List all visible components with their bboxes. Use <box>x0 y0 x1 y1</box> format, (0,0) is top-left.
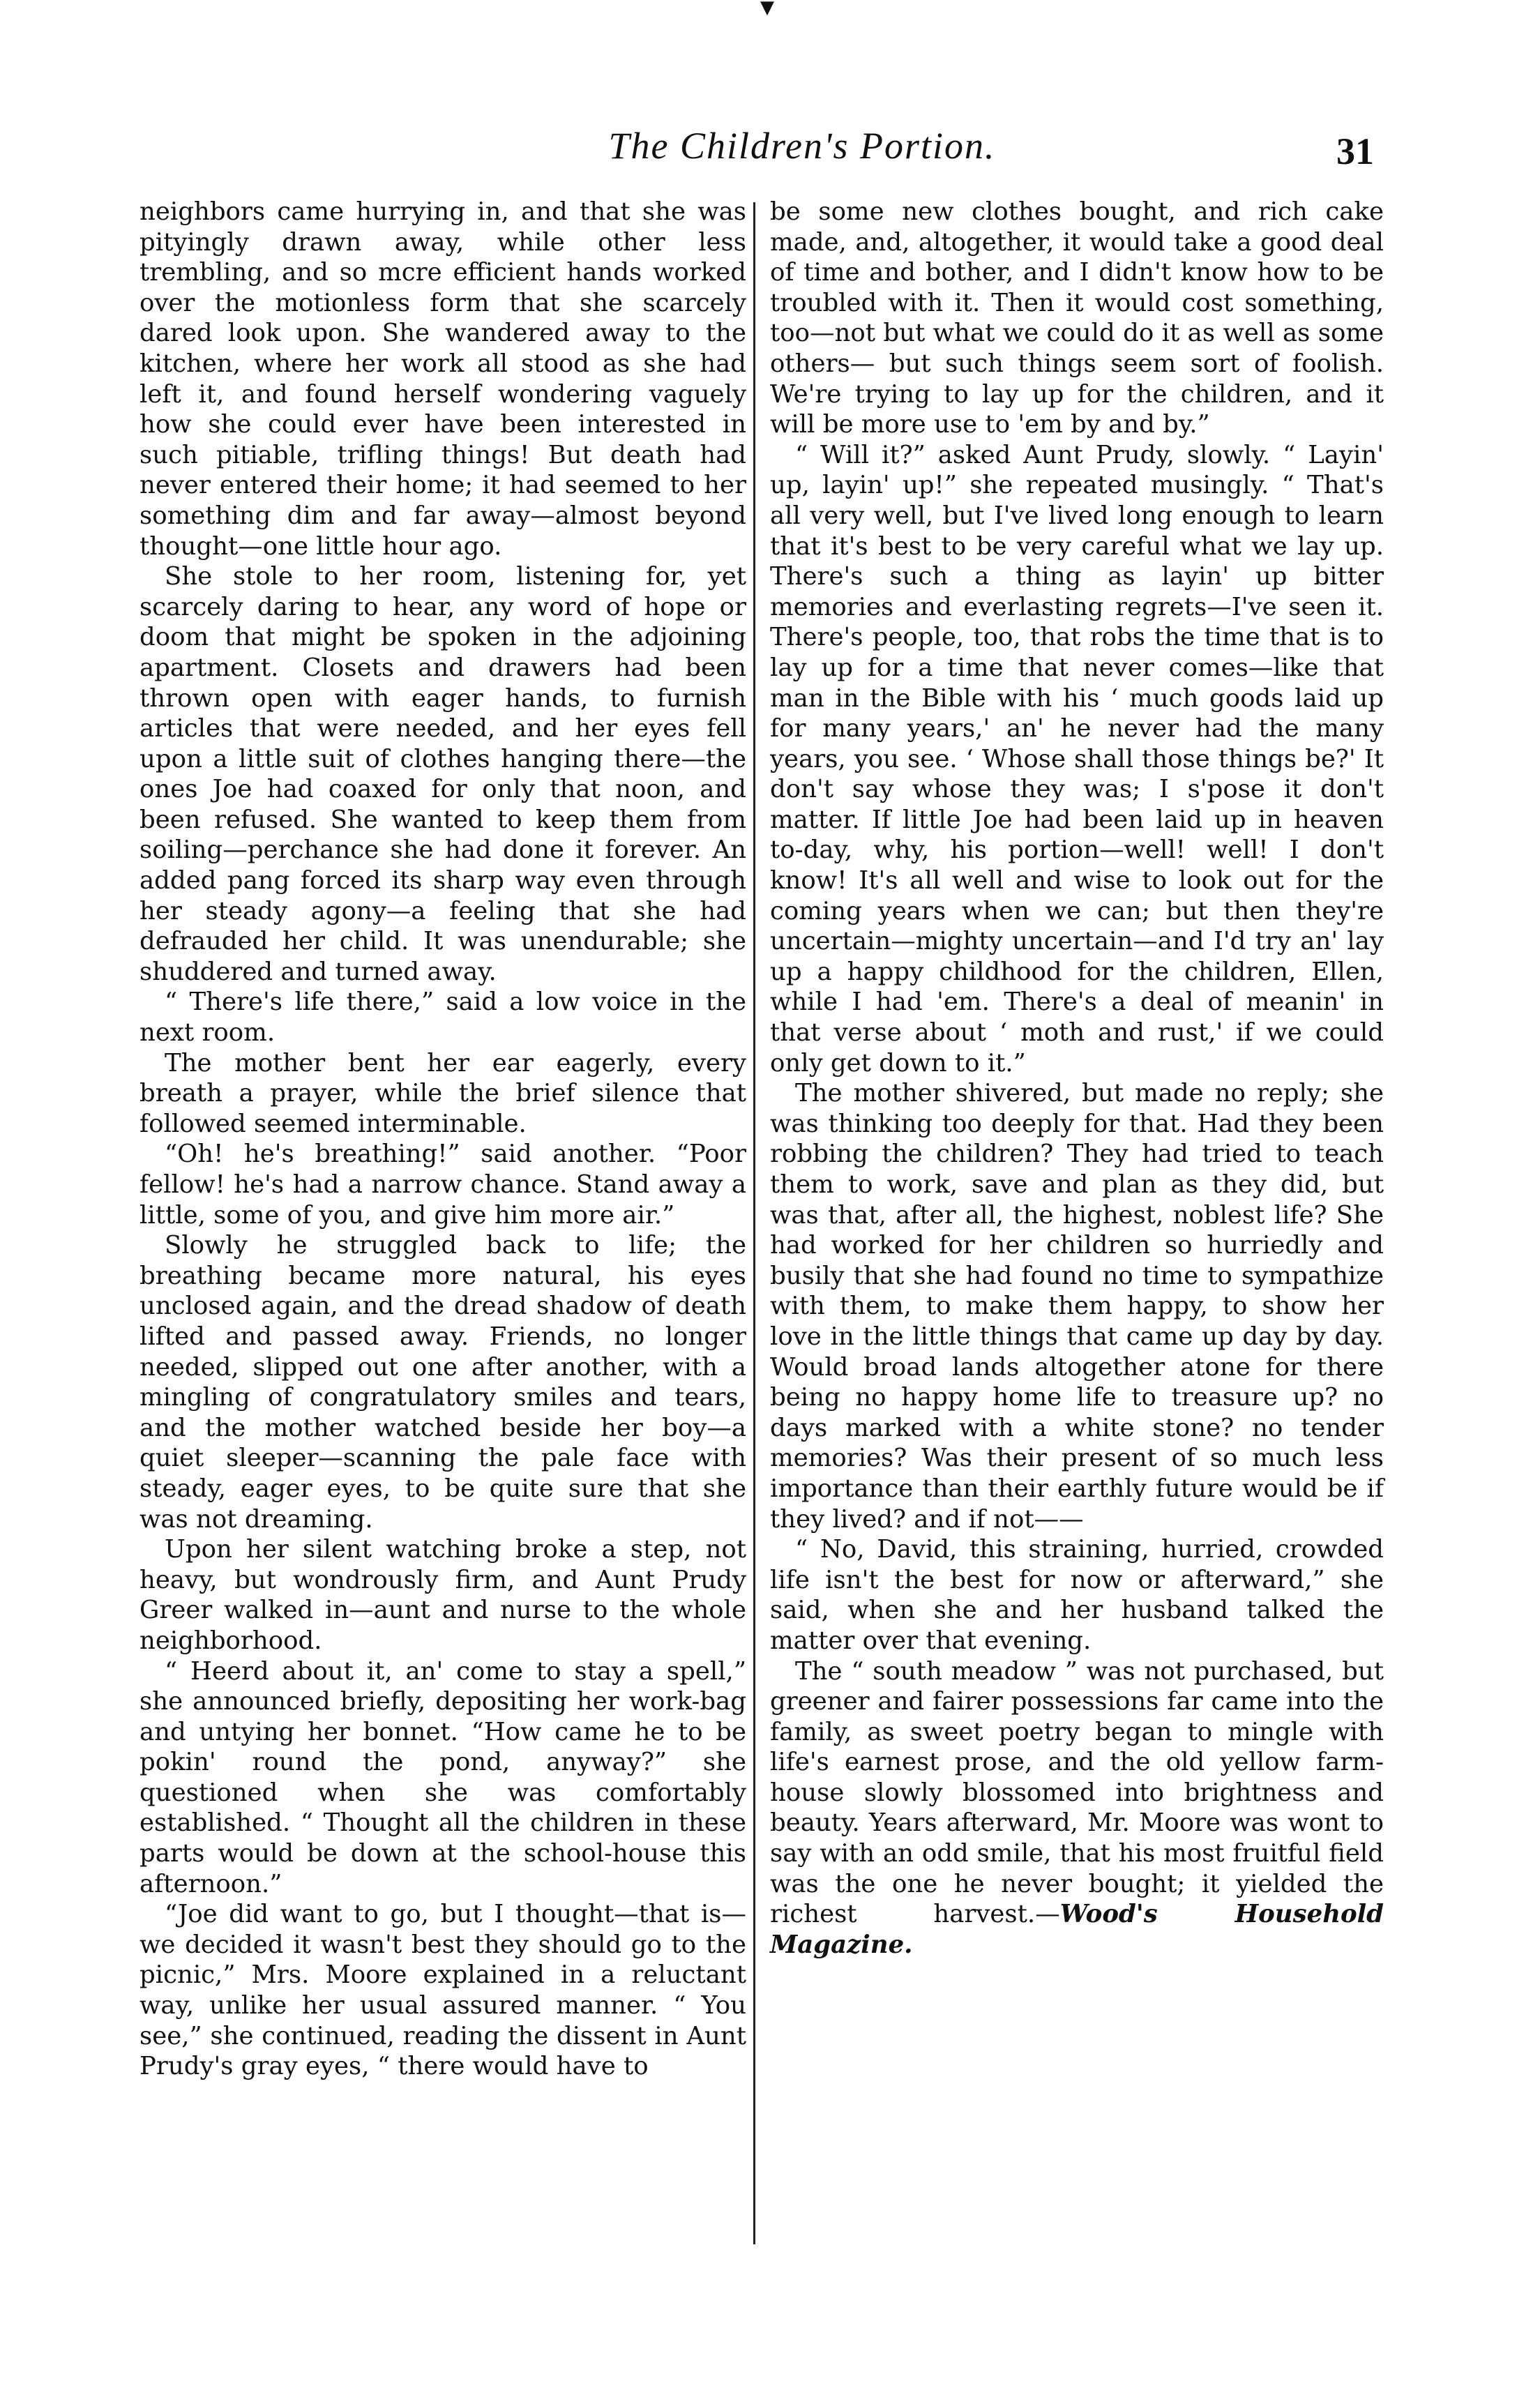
paragraph: “ No, David, this straining, hurried, crowded life isn't the best for now or afterward,” she said, when she and her husband talked the matter over that evening. <box>770 1535 1384 1655</box>
paragraph: “Joe did want to go, but I thought—that is—we decided it wasn't best they should go to the picnic,” Mrs. Moore explained in a reluctant way, unlike her usual assured manner. “ You see,” she continued, reading the dissent in Aunt Prudy's gray eyes, “ there would have to <box>139 1900 746 2081</box>
source-attribution: Wood's Household Magazine. <box>770 1900 1384 1959</box>
paragraph: Slowly he struggled back to life; the breathing became more natural, his eyes unclosed again, and the dread shadow of death lifted and passed away. Friends, no longer needed, slipped out one after another, with a mingling of congratulatory smiles and tears, and the mother watched beside her boy—a quiet sleeper—scanning the pale face with steady, eager eyes, to be quite sure that she was not dreaming. <box>139 1231 746 1534</box>
ornament-mark: ▼ <box>760 0 774 18</box>
paragraph: The mother shivered, but made no reply; she was thinking too deeply for that. Had they been robbing the children? They had tried to teach them to work, save and plan as they did, but was that, after all, the highest, noblest life? She had worked for her children so hurriedly and busily that she had found no time to sympathize with them, to make them happy, to show her love in the little things that came up day by day. Would broad lands altogether atone for there being no happy home life to treasure up? no days marked with a white stone? no tender memories? Was their present of so much less importance than their earthly future would be if they lived? and if not—— <box>770 1079 1384 1534</box>
paragraph: “ Will it?” asked Aunt Prudy, slowly. “ Layin' up, layin' up!” she repeated musingly. “ That's all very well, but I've lived long enough to learn that it's best to be very careful what we lay up. There's such a thing as layin' up bitter memories and everlasting regrets—I've seen it. There's people, too, that robs the time that is to lay up for a time that never comes—like that man in the Bible with his ‘ much goods laid up for many years,' an' he never had the many years, you see. ‘ Whose shall those things be?' It don't say whose they was; I s'pose it don't matter. If little Joe had been laid up in heaven to-day, why, his portion—well! well! I don't know! It's all well and wise to look out for the coming years when we can; but then they're uncertain—mighty uncertain—and I'd try an' lay up a happy childhood for the children, Ellen, while I had 'em. There's a deal of meanin' in that verse about ‘ moth and rust,' if we could only get down to it.” <box>770 440 1384 1078</box>
paragraph: “ There's life there,” said a low voice in the next room. <box>139 988 746 1048</box>
paragraph: “ Heerd about it, an' come to stay a spell,” she announced briefly, depositing her work-bag and untying her bonnet. “How came he to be pokin' round the pond, anyway?” she questioned when she was comfortably established. “ Thought all the children in these parts would be down at the school-house this afternoon.” <box>139 1656 746 1898</box>
paragraph: The “ south meadow ” was not purchased, but greener and fairer possessions far came into the family, as sweet poetry began to mingle with life's earnest prose, and the old yellow farm-house slowly blossomed into brightness and beauty. Years afterward, Mr. Moore was wont to say with an odd smile, that his most fruitful field was the one he never bought; it yielded the richest harvest.— <box>770 1656 1384 1929</box>
paragraph: be some new clothes bought, and rich cake made, and, altogether, it would take a good deal of time and bother, and I didn't know how to be troubled with it. Then it would cost something, too—not but what we could do it as well as some others— but such things seem sort of foolish. We're trying to lay up for the children, and it will be more use to 'em by and by.” <box>770 197 1384 439</box>
paragraph: “Oh! he's breathing!” said another. “Poor fellow! he's had a narrow chance. Stand away a little, some of you, and give him more air.” <box>139 1140 746 1230</box>
left-column <box>139 197 746 2082</box>
right-column <box>770 197 1384 1960</box>
paragraph: She stole to her room, listening for, yet scarcely daring to hear, any word of hope or doom that might be spoken in the adjoining apartment. Closets and drawers had been thrown open with eager hands, to furnish articles that were needed, and her eyes fell upon a little suit of clothes hanging there—the ones Joe had coaxed for only that noon, and been refused. She wanted to keep them from soiling—perchance she had done it forever. An added pang forced its sharp way even through her steady agony—a feeling that she had defrauded her child. It was unendurable; she shuddered and turned away. <box>139 562 746 986</box>
column-divider <box>753 202 755 2244</box>
running-title: The Children's Portion. <box>608 125 996 167</box>
paragraph: The mother bent her ear eagerly, every breath a prayer, while the brief silence that followed seemed interminable. <box>139 1048 746 1138</box>
paragraph-with-attribution <box>770 1656 1384 1960</box>
page-number: 31 <box>1336 130 1374 172</box>
paragraph: Upon her silent watching broke a step, not heavy, but wondrously firm, and Aunt Prudy Greer walked in—aunt and nurse to the whole neighborhood. <box>139 1535 746 1655</box>
page-header <box>0 120 1540 183</box>
paragraph: neighbors came hurrying in, and that she was pityingly drawn away, while other less trembling, and so mcre efficient hands worked over the motionless form that she scarcely dared look upon. She wandered away to the kitchen, where her work all stood as she had left it, and found herself wondering vaguely how she could ever have been interested in such pitiable, trifling things! But death had never entered their home; it had seemed to her something dim and far away—almost beyond thought—one little hour ago. <box>139 197 746 561</box>
